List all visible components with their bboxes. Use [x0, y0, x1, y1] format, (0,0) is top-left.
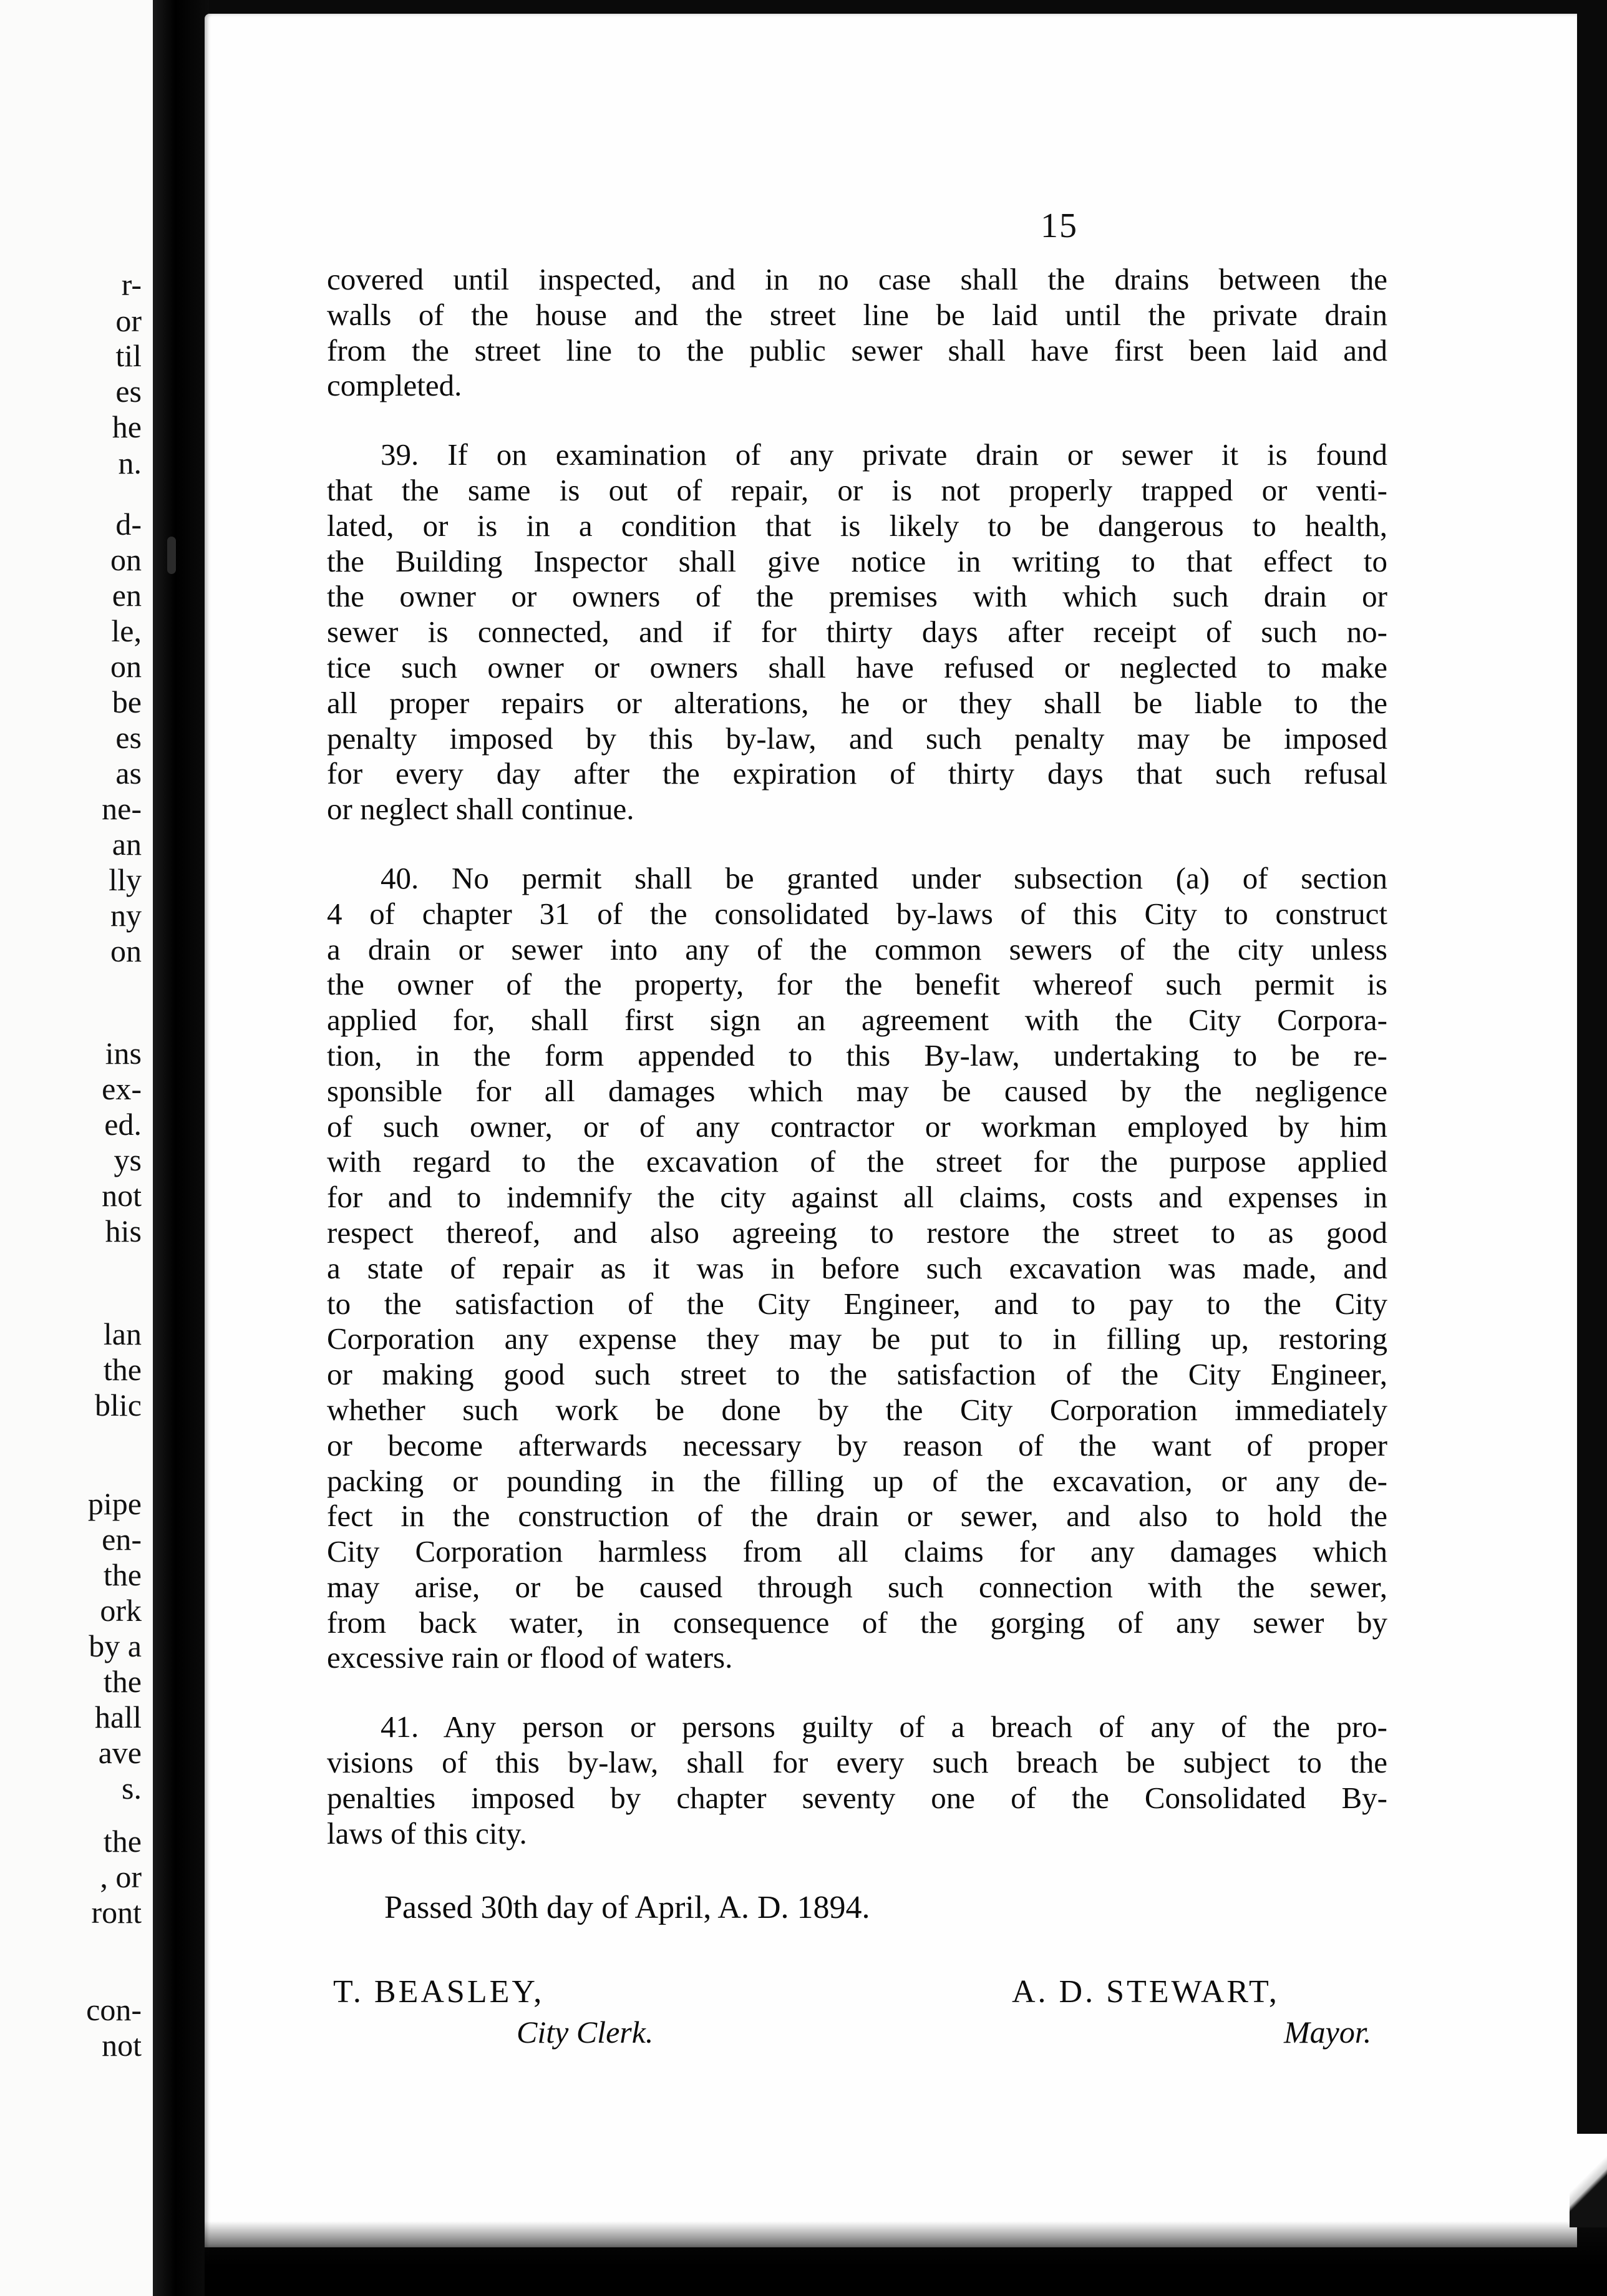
text-line: whether such work be done by the City Corporation immediately [327, 1392, 1387, 1427]
text-line: the Building Inspector shall give notice in writing to that effect to [327, 543, 1387, 578]
page-number: 15 [1041, 207, 1078, 245]
text-line: or become afterwards necessary by reason of the want of proper [327, 1428, 1387, 1462]
body-text [327, 262, 1387, 1851]
left-page-fragment: pipe [87, 1486, 142, 1521]
left-page-fragment: es [115, 374, 142, 409]
text-line: City Corporation harmless from all claims for any damages which [327, 1534, 1387, 1569]
left-page-fragment: not [102, 1178, 142, 1213]
text-line: sewer is connected, and if for thirty days after receipt of such no- [327, 615, 1387, 649]
text-line: 39. If on examination of any private drain or sewer it is found [381, 437, 1387, 472]
left-page-fragment: hall [95, 1700, 142, 1734]
left-page-fragment: blic [95, 1388, 142, 1423]
text-line: of such owner, or of any contractor or workman employed by him [327, 1109, 1387, 1144]
left-page-fragment: til [115, 338, 142, 373]
left-page-fragment: be [112, 684, 142, 719]
left-page-fragment: , or [100, 1859, 142, 1894]
text-line: or making good such street to the satisfaction of the City Engineer, [327, 1357, 1387, 1392]
left-page-fragment: the [103, 1824, 142, 1859]
left-page-fragment: ed. [104, 1107, 142, 1142]
text-line: that the same is out of repair, or is not properly trapped or venti- [327, 472, 1387, 507]
text-line: penalties imposed by chapter seventy one of the Consolidated By- [327, 1780, 1387, 1815]
mayor-name: A. D. STEWART, [1012, 1974, 1279, 2010]
text-line: tice such owner or owners shall have refused or neglected to make [327, 649, 1387, 684]
text-line: penalty imposed by this by-law, and such penalty may be imposed [327, 721, 1387, 756]
left-page-fragment: ex- [102, 1071, 142, 1106]
text-line: to the satisfaction of the City Engineer, and to pay to the City [327, 1286, 1387, 1321]
left-page-fragment: on [110, 542, 142, 577]
page-corner-curl [1570, 2134, 1607, 2227]
left-page-fragment: r- [121, 267, 142, 302]
text-line: sponsible for all damages which may be caused by the negligence [327, 1073, 1387, 1108]
text-line: with regard to the excavation of the street for the purpose applied [327, 1144, 1387, 1179]
text-line: a state of repair as it was in before such excavation was made, and [327, 1250, 1387, 1285]
left-page-fragment: ny [110, 898, 142, 933]
text-line: the owner of the property, for the benefit whereof such permit is [327, 967, 1387, 1002]
text-line: or neglect shall continue. [327, 792, 634, 827]
left-page-fragment: the [103, 1352, 142, 1387]
passed-date-line: Passed 30th day of April, A. D. 1894. [384, 1890, 870, 1925]
left-page-fragment: an [112, 827, 142, 862]
text-line: visions of this by-law, shall for every such breach be subject to the [327, 1745, 1387, 1780]
text-line: completed. [327, 368, 462, 403]
left-page-fragment: ys [114, 1142, 142, 1177]
left-page-fragment: ins [105, 1036, 142, 1071]
text-line: 40. No permit shall be granted under subsection (a) of section [381, 860, 1387, 895]
left-page-fragment: en [112, 578, 142, 613]
left-page-fragment: on [110, 933, 142, 968]
paragraph-gap [327, 1676, 1387, 1710]
mayor-title: Mayor. [1284, 2015, 1372, 2050]
left-page-fragment: ork [100, 1593, 142, 1628]
text-line: from the street line to the public sewer shall have first been laid and [327, 333, 1387, 367]
left-page-fragment: the [103, 1664, 142, 1699]
left-page-fragment: on [110, 649, 142, 684]
paragraph-gap [327, 827, 1387, 861]
left-page-fragment: as [115, 756, 142, 790]
left-page-fragment: or [115, 303, 142, 338]
left-page-fragment: es [115, 720, 142, 755]
text-line: fect in the construction of the drain or sewer, and also to hold the [327, 1499, 1387, 1534]
text-line: 41. Any person or persons guilty of a breach of any of the pro- [381, 1710, 1387, 1744]
text-line: 4 of chapter 31 of the consolidated by-laws of this City to construct [327, 896, 1387, 931]
text-line: lated, or is in a condition that is likely to be dangerous to health, [327, 508, 1387, 543]
left-page-fragment: ne- [102, 791, 142, 826]
text-line: a drain or sewer into any of the common sewers of the city unless [327, 932, 1387, 966]
paragraph-para-41 [327, 1710, 1387, 1851]
text-line: for and to indemnify the city against all claims, costs and expenses in [327, 1180, 1387, 1215]
clerk-name: T. BEASLEY, [333, 1974, 545, 2010]
left-page-fragment: ave [98, 1735, 142, 1770]
paragraph-para-38-end [327, 262, 1387, 404]
page-bottom-edge [205, 2221, 1607, 2296]
text-line: applied for, shall first sign an agreement with the City Corpora- [327, 1003, 1387, 1038]
left-page-fragment: d- [115, 507, 142, 542]
left-page-fragment: lly [109, 862, 142, 897]
left-page-fragment: le, [111, 613, 142, 648]
left-page-fragment: s. [122, 1771, 142, 1806]
left-page-fragment: lan [103, 1316, 142, 1351]
text-line: excessive rain or flood of waters. [327, 1640, 733, 1675]
text-line: respect thereof, and also agreeing to restore the street to as good [327, 1215, 1387, 1250]
left-page-fragment: en- [102, 1522, 142, 1557]
text-line: the owner or owners of the premises with which such drain or [327, 579, 1387, 614]
left-page-fragment: not [102, 2028, 142, 2063]
text-line: walls of the house and the street line be laid until the private drain [327, 297, 1387, 332]
text-line: may arise, or be caused through such connection with the sewer, [327, 1569, 1387, 1604]
previous-page-fragment [0, 0, 153, 2296]
text-line: Corporation any expense they may be put to in filling up, restoring [327, 1321, 1387, 1356]
paragraph-para-40 [327, 861, 1387, 1676]
clerk-title: City Clerk. [517, 2015, 654, 2050]
text-line: laws of this city. [327, 1816, 527, 1851]
paragraph-gap [327, 404, 1387, 437]
text-line: covered until inspected, and in no case shall the drains between the [327, 262, 1387, 296]
left-page-fragment: he [112, 409, 142, 444]
text-line: all proper repairs or alterations, he or they shall be liable to the [327, 685, 1387, 720]
paragraph-para-39 [327, 437, 1387, 827]
left-page-fragment: the [103, 1557, 142, 1592]
text-line: packing or pounding in the filling up of the excavation, or any de- [327, 1463, 1387, 1498]
left-page-fragment: his [105, 1214, 142, 1248]
binding-mark [167, 537, 176, 574]
left-page-fragment: n. [118, 445, 142, 480]
left-page-fragment: con- [86, 1992, 142, 2027]
text-line: from back water, in consequence of the gorging of any sewer by [327, 1605, 1387, 1640]
text-line: tion, in the form appended to this By-law, undertaking to be re- [327, 1038, 1387, 1073]
left-page-fragment: ront [91, 1895, 142, 1930]
left-page-fragment: by a [89, 1628, 142, 1663]
book-gutter [153, 0, 209, 2296]
text-line: for every day after the expiration of thirty days that such refusal [327, 756, 1387, 791]
